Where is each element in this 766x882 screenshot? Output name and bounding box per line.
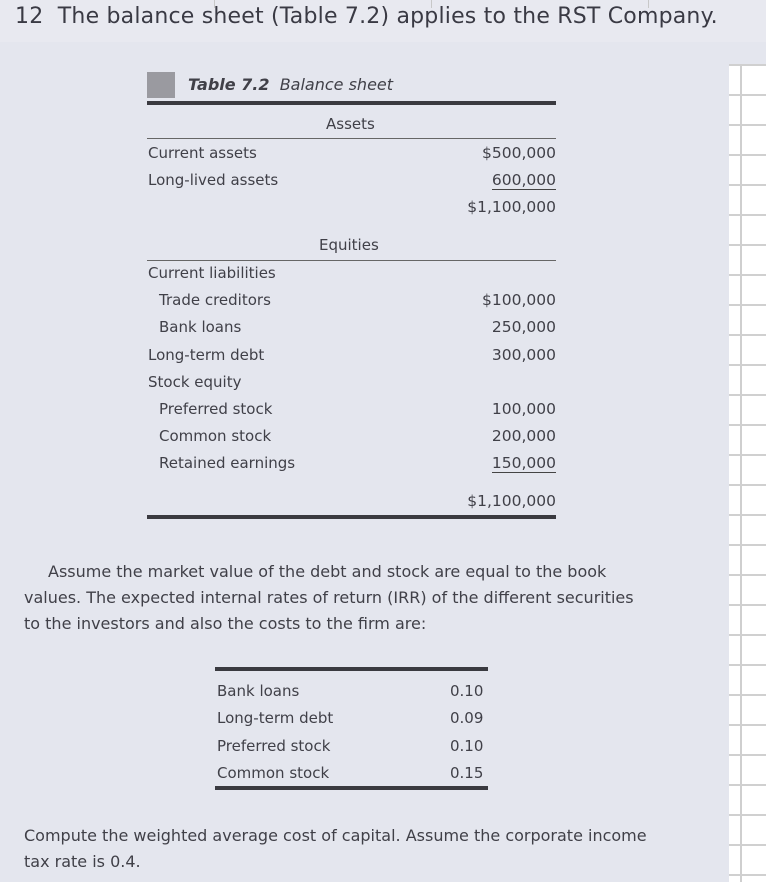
- table-bottom-rule: [147, 515, 556, 519]
- asset-row-value: $500,000: [482, 144, 556, 162]
- paragraph-1-line: values. The expected internal rates of return (IRR) of the different securities: [24, 588, 634, 607]
- equities-rule: [147, 260, 556, 261]
- rate-row-value: 0.09: [450, 709, 484, 728]
- equity-row-label: Preferred stock: [159, 400, 273, 418]
- paragraph-1-line: Assume the market value of the debt and stock are equal to the book: [48, 562, 607, 581]
- equity-row-label: Stock equity: [148, 372, 242, 391]
- spreadsheet-grid-edge: [729, 64, 766, 882]
- assets-rule: [147, 138, 556, 139]
- assets-heading: Assets: [326, 115, 375, 133]
- equity-row-value: 200,000: [491, 427, 556, 446]
- assets-total: $1,100,000: [467, 198, 556, 216]
- rate-row-value: 0.15: [450, 763, 484, 782]
- equity-row-label: Current liabilities: [148, 264, 276, 282]
- asset-row-label: Current assets: [148, 144, 257, 162]
- equity-row-value: 250,000: [491, 318, 556, 337]
- equity-row-label: Common stock: [159, 427, 272, 446]
- rate-row-label: Bank loans: [217, 682, 300, 700]
- paragraph-2-line: tax rate is 0.4.: [24, 852, 141, 871]
- rate-row-label: Long-term debt: [217, 709, 334, 728]
- equity-row-value: 150,000: [491, 454, 556, 473]
- asset-row-value: 600,000: [491, 171, 556, 189]
- asset-row-label: Long-lived assets: [148, 171, 279, 189]
- table-top-rule: [147, 101, 556, 105]
- equity-row-value: $100,000: [482, 291, 556, 310]
- table-title: [188, 75, 393, 94]
- question-number: 12: [15, 4, 44, 29]
- rate-row-value: 0.10: [450, 682, 484, 700]
- rate-row-label: Common stock: [217, 763, 330, 782]
- rate-row-label: Preferred stock: [217, 736, 331, 755]
- equity-row-value: 300,000: [491, 345, 556, 364]
- equities-heading: Equities: [319, 236, 379, 254]
- question-heading: [15, 4, 718, 29]
- table-caption: Balance sheet: [279, 75, 394, 94]
- equity-row-label: Bank loans: [159, 318, 242, 337]
- equity-row-label: Retained earnings: [159, 454, 296, 473]
- question-text: The balance sheet (Table 7.2) applies to the RST Company.: [57, 4, 718, 29]
- table2-bottom-rule: [215, 786, 488, 790]
- rate-row-value: 0.10: [450, 736, 484, 755]
- equity-row-label: Trade creditors: [159, 291, 271, 310]
- paragraph-2-line: Compute the weighted average cost of capital. Assume the corporate income: [24, 826, 647, 845]
- equity-row-label: Long-term debt: [148, 345, 265, 364]
- paragraph-1-line: to the investors and also the costs to the firm are:: [24, 614, 427, 633]
- table2-top-rule: [215, 667, 488, 671]
- table-marker-icon: [147, 72, 175, 98]
- equities-total: $1,100,000: [467, 492, 556, 510]
- equity-row-value: 100,000: [491, 400, 556, 418]
- table-label: Table 7.2: [188, 75, 270, 94]
